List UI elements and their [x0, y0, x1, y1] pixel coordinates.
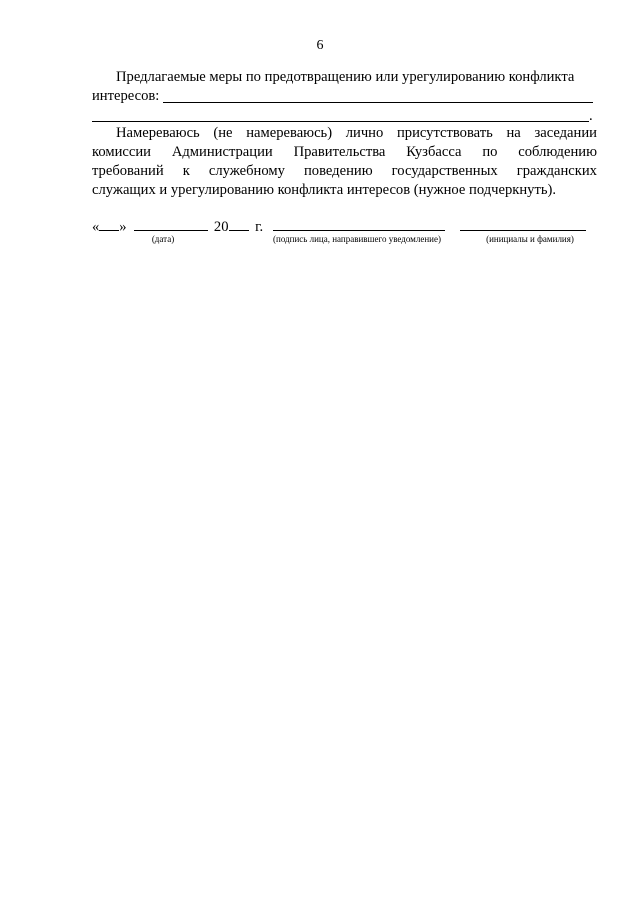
intent-line-1	[92, 124, 597, 143]
intent-l1-w2: намереваюсь)	[246, 125, 333, 141]
measures-lead-text: Предлагаемые меры по предотвращению или урегулированию конфликта	[116, 69, 575, 85]
page-number: 6	[316, 38, 324, 53]
date-close-quote: »	[119, 219, 127, 235]
date-open-quote: «	[92, 219, 100, 235]
year-prefix: 20	[213, 219, 229, 235]
intent-l3-w5: гражданских	[516, 163, 597, 179]
intent-line-2	[92, 143, 597, 162]
intent-line-4	[92, 181, 597, 200]
intent-l2-w4: по	[482, 144, 498, 160]
measures-line-2	[92, 87, 597, 106]
measures-fill-line-1	[163, 102, 593, 103]
measures-fill-line-2	[92, 121, 589, 122]
intent-l1-w5: на	[506, 125, 521, 141]
caption-date: (дата)	[151, 234, 175, 244]
intent-l1-w6: заседании	[534, 125, 597, 141]
measures-line-1	[92, 68, 597, 87]
intent-l2-w0: комиссии	[92, 144, 151, 160]
caption-name: (инициалы и фамилия)	[486, 234, 574, 244]
intent-l2-w2: Правительства	[293, 144, 386, 160]
year-blank	[229, 216, 249, 231]
day-blank	[99, 216, 119, 231]
signature-blank	[273, 216, 445, 231]
name-blank	[460, 216, 586, 231]
intent-l3-w1: к	[182, 163, 190, 179]
measures-end-text: .	[589, 108, 593, 124]
intent-l3-w3: поведению	[303, 163, 373, 179]
intent-l3-w0: требований	[92, 163, 164, 179]
signature-row	[92, 216, 602, 235]
intent-l2-w3: Кузбасса	[406, 144, 462, 160]
caption-signature: (подпись лица, направившего уведомление)	[273, 234, 441, 244]
intent-l1-w0: Намереваюсь	[116, 125, 200, 141]
measures-cont-text: интересов:	[92, 88, 160, 104]
month-blank	[134, 216, 208, 231]
intent-l2-w1: Администрации	[171, 144, 273, 160]
intent-l3-w2: служебному	[208, 163, 285, 179]
intent-l1-w4: присутствовать	[396, 125, 493, 141]
intent-l1-w3: лично	[345, 125, 384, 141]
intent-l3-w4: государственных	[391, 163, 498, 179]
intent-l2-w5: соблюдению	[518, 144, 597, 160]
intent-l1-w1: (не	[213, 125, 233, 141]
intent-l4-text: служащих и урегулированию конфликта интересов (нужное подчеркнуть).	[92, 182, 556, 198]
year-suffix: г.	[255, 219, 264, 235]
intent-line-3	[92, 162, 597, 181]
